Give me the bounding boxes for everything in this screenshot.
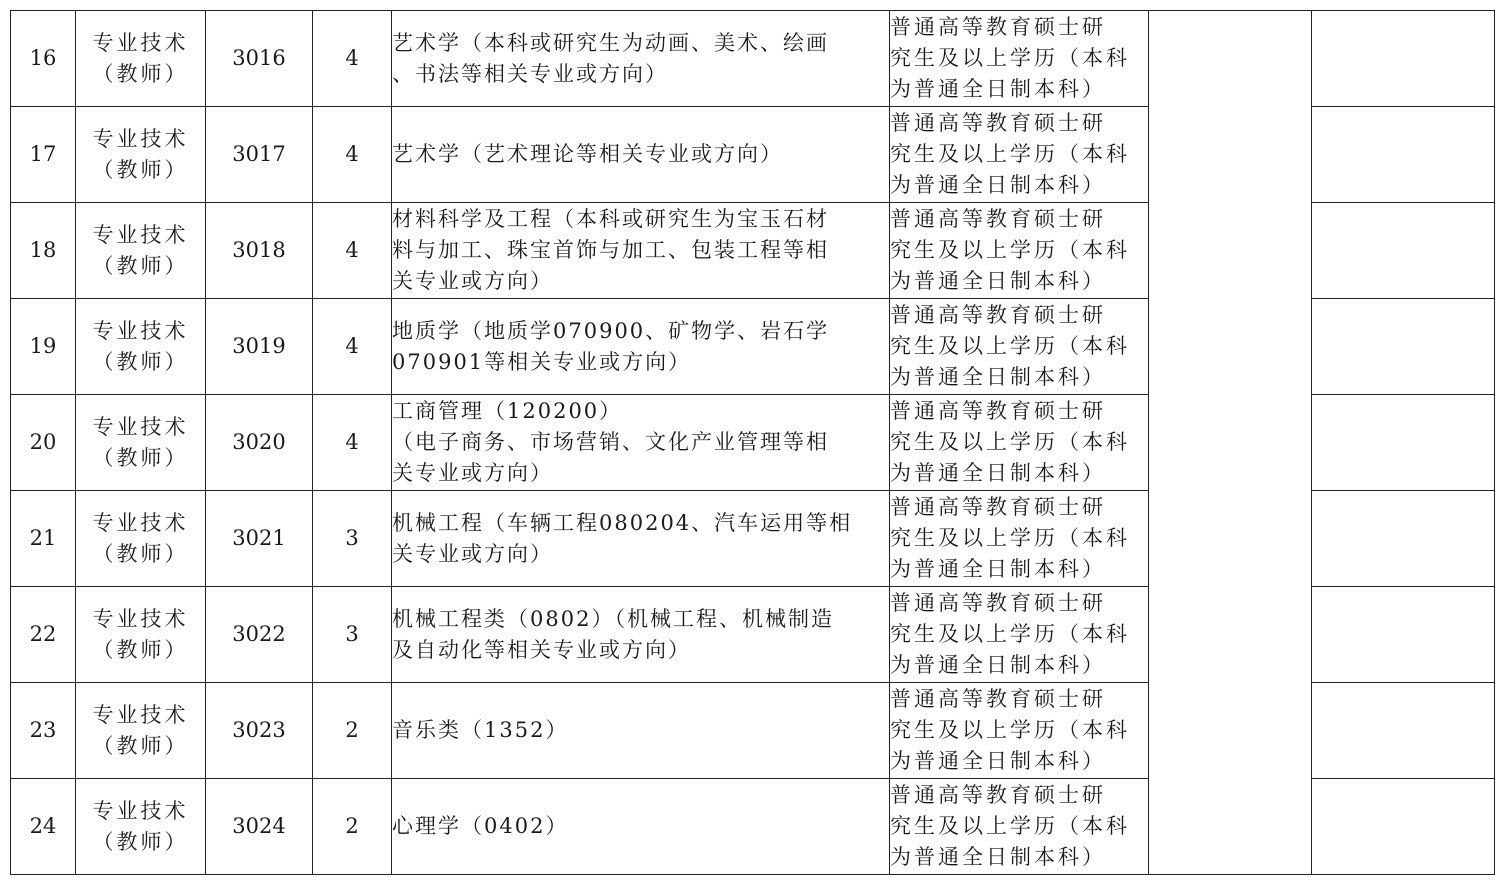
- hiring-count-cell: 4: [313, 299, 392, 395]
- education-requirement-line: 普通高等教育硕士研: [890, 591, 1106, 615]
- education-requirement-cell: [890, 683, 1149, 779]
- major-requirement-line: 艺术学（艺术理论等相关专业或方向）: [392, 142, 783, 166]
- position-code-cell: 3020: [206, 395, 313, 491]
- position-type-line: 专业技术: [92, 318, 189, 343]
- row-index-cell: 21: [11, 491, 76, 587]
- position-type-line: （教师）: [92, 541, 189, 566]
- row-index-cell: 24: [11, 779, 76, 875]
- education-requirement-line: 普通高等教育硕士研: [890, 15, 1106, 39]
- hiring-count-cell: 3: [313, 587, 392, 683]
- education-requirement-line: 为普通全日制本科）: [890, 845, 1106, 869]
- position-code-cell: 3023: [206, 683, 313, 779]
- position-type-line: 专业技术: [92, 414, 189, 439]
- education-requirement-line: 究生及以上学历（本科: [890, 142, 1130, 166]
- remarks-cell: [1312, 11, 1495, 107]
- education-requirement-cell: [890, 203, 1149, 299]
- major-requirement-line: 地质学（地质学070900、矿物学、岩石学: [392, 318, 830, 343]
- position-code-cell: 3016: [206, 11, 313, 107]
- position-type-line: 专业技术: [92, 126, 189, 151]
- education-requirement-cell: [890, 779, 1149, 875]
- position-code-cell: 3024: [206, 779, 313, 875]
- education-requirement-line: 究生及以上学历（本科: [890, 334, 1130, 358]
- major-requirement-line: 、书法等相关专业或方向）: [392, 61, 668, 86]
- education-requirement-cell: [890, 491, 1149, 587]
- position-code-cell: 3019: [206, 299, 313, 395]
- major-requirement-line: 音乐类（1352）: [392, 718, 569, 742]
- table-row: [11, 11, 1495, 107]
- remarks-cell: [1312, 203, 1495, 299]
- education-requirement-line: 普通高等教育硕士研: [890, 495, 1106, 519]
- position-code-cell: 3018: [206, 203, 313, 299]
- position-type-line: （教师）: [92, 445, 189, 470]
- position-type-cell: [76, 395, 206, 491]
- position-type-line: （教师）: [92, 349, 189, 374]
- hiring-count-cell: 4: [313, 107, 392, 203]
- position-type-line: 专业技术: [92, 222, 189, 247]
- major-requirement-cell: [392, 107, 890, 203]
- education-requirement-cell: [890, 299, 1149, 395]
- education-requirement-line: 普通高等教育硕士研: [890, 399, 1106, 423]
- positions-table: [10, 10, 1495, 875]
- remarks-cell: [1312, 299, 1495, 395]
- position-type-cell: [76, 491, 206, 587]
- major-requirement-line: 工商管理（120200）: [392, 399, 623, 423]
- row-index-cell: 16: [11, 11, 76, 107]
- remarks-cell: [1312, 683, 1495, 779]
- education-requirement-cell: [890, 11, 1149, 107]
- education-requirement-line: 为普通全日制本科）: [890, 77, 1106, 101]
- position-type-line: 专业技术: [92, 798, 189, 823]
- education-requirement-line: 普通高等教育硕士研: [890, 687, 1106, 711]
- position-type-line: （教师）: [92, 157, 189, 182]
- education-requirement-line: 为普通全日制本科）: [890, 749, 1106, 773]
- education-requirement-line: 普通高等教育硕士研: [890, 783, 1106, 807]
- position-type-line: （教师）: [92, 61, 189, 86]
- major-requirement-line: 料与加工、珠宝首饰与加工、包装工程等相: [392, 238, 829, 262]
- position-type-cell: [76, 11, 206, 107]
- education-requirement-cell: [890, 107, 1149, 203]
- education-requirement-line: 为普通全日制本科）: [890, 653, 1106, 677]
- major-requirement-cell: [392, 491, 890, 587]
- position-code-cell: 3017: [206, 107, 313, 203]
- hiring-count-cell: 2: [313, 683, 392, 779]
- major-requirement-cell: [392, 299, 890, 395]
- position-type-line: （教师）: [92, 253, 189, 278]
- education-requirement-line: 普通高等教育硕士研: [890, 111, 1106, 135]
- remarks-cell: [1312, 779, 1495, 875]
- major-requirement-line: 机械工程（车辆工程080204、汽车运用等相: [392, 510, 853, 535]
- remarks-cell: [1312, 107, 1495, 203]
- major-requirement-cell: [392, 683, 890, 779]
- major-requirement-line: 关专业或方向）: [392, 269, 553, 293]
- row-index-cell: 22: [11, 587, 76, 683]
- position-type-line: 专业技术: [92, 702, 189, 727]
- major-requirement-cell: [392, 203, 890, 299]
- education-requirement-line: 普通高等教育硕士研: [890, 207, 1106, 231]
- major-requirement-line: 艺术学（本科或研究生为动画、美术、绘画: [392, 30, 829, 55]
- major-requirement-line: （电子商务、市场营销、文化产业管理等相: [392, 430, 829, 454]
- major-requirement-line: 关专业或方向）: [392, 541, 553, 566]
- education-requirement-line: 为普通全日制本科）: [890, 557, 1106, 581]
- row-index-cell: 17: [11, 107, 76, 203]
- position-type-cell: [76, 587, 206, 683]
- education-requirement-line: 为普通全日制本科）: [890, 173, 1106, 197]
- major-requirement-line: 及自动化等相关专业或方向）: [392, 637, 691, 662]
- position-type-cell: [76, 299, 206, 395]
- education-requirement-line: 究生及以上学历（本科: [890, 238, 1130, 262]
- education-requirement-line: 究生及以上学历（本科: [890, 526, 1130, 550]
- education-requirement-line: 为普通全日制本科）: [890, 461, 1106, 485]
- position-type-line: （教师）: [92, 733, 189, 758]
- position-type-line: 专业技术: [92, 606, 189, 631]
- major-requirement-cell: [392, 779, 890, 875]
- education-requirement-line: 为普通全日制本科）: [890, 269, 1106, 293]
- row-index-cell: 19: [11, 299, 76, 395]
- position-type-line: （教师）: [92, 829, 189, 854]
- position-type-cell: [76, 683, 206, 779]
- remarks-cell: [1312, 395, 1495, 491]
- position-type-line: 专业技术: [92, 30, 189, 55]
- major-requirement-line: 材料科学及工程（本科或研究生为宝玉石材: [392, 207, 829, 231]
- table-body: [11, 11, 1495, 875]
- major-requirement-line: 心理学（0402）: [392, 814, 569, 838]
- education-requirement-line: 究生及以上学历（本科: [890, 718, 1130, 742]
- major-requirement-line: 070901等相关专业或方向）: [392, 349, 692, 374]
- major-requirement-cell: [392, 11, 890, 107]
- row-index-cell: 20: [11, 395, 76, 491]
- education-requirement-line: 为普通全日制本科）: [890, 365, 1106, 389]
- major-requirement-cell: [392, 587, 890, 683]
- major-requirement-line: 机械工程类（0802）（机械工程、机械制造: [392, 606, 834, 631]
- hiring-count-cell: 4: [313, 395, 392, 491]
- education-requirement-line: 究生及以上学历（本科: [890, 814, 1130, 838]
- education-requirement-cell: [890, 587, 1149, 683]
- education-requirement-line: 究生及以上学历（本科: [890, 430, 1130, 454]
- merged-empty-cell: [1149, 11, 1312, 875]
- position-type-cell: [76, 107, 206, 203]
- education-requirement-line: 普通高等教育硕士研: [890, 303, 1106, 327]
- position-type-line: （教师）: [92, 637, 189, 662]
- hiring-count-cell: 4: [313, 203, 392, 299]
- education-requirement-line: 究生及以上学历（本科: [890, 46, 1130, 70]
- hiring-count-cell: 2: [313, 779, 392, 875]
- hiring-count-cell: 4: [313, 11, 392, 107]
- position-code-cell: 3021: [206, 491, 313, 587]
- hiring-count-cell: 3: [313, 491, 392, 587]
- remarks-cell: [1312, 587, 1495, 683]
- major-requirement-cell: [392, 395, 890, 491]
- position-type-line: 专业技术: [92, 510, 189, 535]
- position-code-cell: 3022: [206, 587, 313, 683]
- position-type-cell: [76, 779, 206, 875]
- major-requirement-line: 关专业或方向）: [392, 461, 553, 485]
- education-requirement-cell: [890, 395, 1149, 491]
- position-type-cell: [76, 203, 206, 299]
- row-index-cell: 18: [11, 203, 76, 299]
- education-requirement-line: 究生及以上学历（本科: [890, 622, 1130, 646]
- row-index-cell: 23: [11, 683, 76, 779]
- remarks-cell: [1312, 491, 1495, 587]
